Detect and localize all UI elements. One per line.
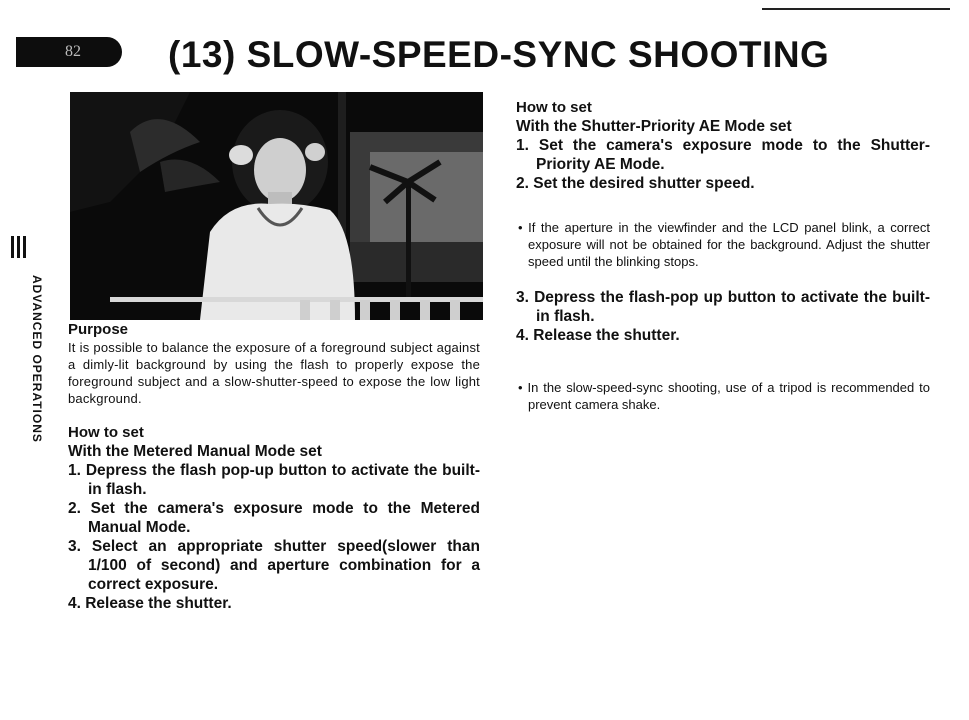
page-title: (13) SLOW-SPEED-SYNC SHOOTING bbox=[168, 34, 830, 75]
sp-step: 3. Depress the flash-pop up button to activate the built-in flash. bbox=[516, 289, 930, 325]
sp-steps-b bbox=[516, 288, 930, 345]
header-rule bbox=[762, 8, 950, 10]
sp-how-to-set: How to set bbox=[516, 99, 592, 116]
tripod-note: • In the slow-speed-sync shooting, use of a tripod is recommended to prevent camera shake. bbox=[518, 380, 930, 412]
sp-step: 1. Set the camera's exposure mode to the Shutter-Priority AE Mode. bbox=[516, 137, 930, 173]
left-column bbox=[68, 320, 480, 613]
manual-mode-heading: With the Metered Manual Mode set bbox=[68, 443, 322, 460]
portrait-photo-illustration bbox=[70, 92, 483, 320]
right-column bbox=[516, 98, 930, 413]
aperture-blink-note: • If the aperture in the viewfinder and the LCD panel blink, a correct exposure will not be obtained for the background. Adjust the shutter speed until the blinking stops. bbox=[518, 220, 930, 269]
page-number: 82 bbox=[65, 43, 81, 60]
page-number-badge bbox=[16, 37, 122, 67]
purpose-text: It is possible to balance the exposure of a foreground subject against a dimly-lit background by using the flash to properly expose the foreground subject and a slow-shutter-speed to expose the low light background. bbox=[68, 340, 480, 406]
purpose-heading: Purpose bbox=[68, 321, 129, 338]
manual-step: 2. Set the camera's exposure mode to the Metered Manual Mode. bbox=[68, 500, 480, 536]
manual-steps bbox=[68, 461, 480, 613]
manual-step: 3. Select an appropriate shutter speed(slower than 1/100 of second) and aperture combination for a correct exposure. bbox=[68, 538, 480, 593]
sp-mode-heading: With the Shutter-Priority AE Mode set bbox=[516, 118, 792, 135]
manual-step: 1. Depress the flash pop-up button to activate the built-in flash. bbox=[68, 462, 480, 498]
side-section-label: ADVANCED OPERATIONS bbox=[30, 275, 44, 443]
manual-step: 4. Release the shutter. bbox=[68, 595, 232, 612]
sp-steps-a bbox=[516, 136, 930, 193]
sp-step: 4. Release the shutter. bbox=[516, 327, 680, 344]
example-photo bbox=[70, 92, 483, 320]
section-marker-icon bbox=[11, 236, 26, 258]
manual-how-to-set: How to set bbox=[68, 424, 144, 441]
sp-step: 2. Set the desired shutter speed. bbox=[516, 175, 755, 192]
